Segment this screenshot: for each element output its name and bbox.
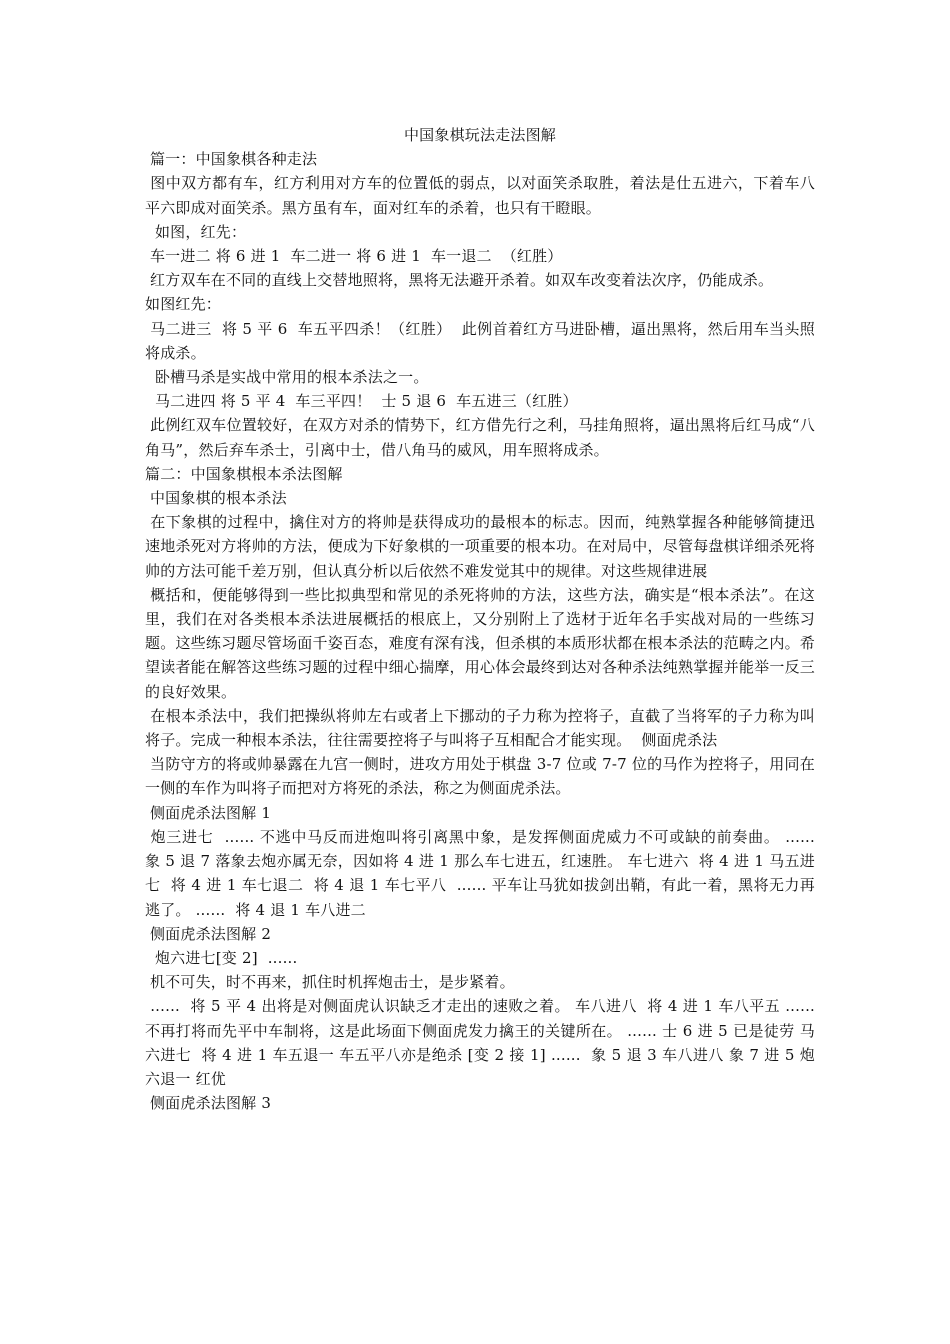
paragraph: 炮六进七[变 2] ......	[145, 948, 298, 967]
paragraph: 侧面虎杀法图解 2	[145, 924, 272, 943]
paragraph: 此例红双车位置较好，在双方对杀的情势下，红方借先行之利，马挂角照将，逼出黑将后红马成“八角马”，然后弃车杀士，引离中士，借八角马的威风，用车照将成杀。	[145, 416, 816, 459]
section-heading: 篇二：中国象棋根本杀法图解	[145, 464, 343, 483]
paragraph: 侧面虎杀法图解 3	[145, 1094, 272, 1113]
paragraph: 侧面虎杀法图解 1	[145, 803, 272, 822]
paragraph: 卧槽马杀是实战中常用的根本杀法之一。	[145, 368, 429, 387]
document-title: 中国象棋玩法走法图解	[403, 126, 556, 144]
paragraph: ...... 将 5 平 4 出将是对侧面虎认识缺乏才走出的速败之着。 车八进八 将 4 进 1 车八平五 ...... 不再打将而先平中车制将，这是此场面下侧面虎发力擒王的关键所在。 ...... 士 6 进 5 已是徒劳 马六进七 将 4 进 1 车五退一 车五平八亦是绝杀 [变 2 接 1] ...... 象 5 退 3 车八进八 象 7 进 5 炮六退一 红优	[145, 997, 820, 1088]
paragraph: 当防守方的将或帅暴露在九宫一侧时，进攻方用处于棋盘 3-7 位或 7-7 位的马作为控将子，用同在一侧的车作为叫将子而把对方将死的杀法，称之为侧面虎杀法。	[145, 755, 816, 798]
paragraph: 如图，红先：	[145, 222, 247, 241]
paragraph: 中国象棋的根本杀法	[145, 489, 287, 508]
paragraph: 篇一：中国象棋各种走法	[145, 150, 318, 169]
paragraph: 机不可失，时不再来，抓住时机挥炮击士，是步紧着。	[145, 973, 515, 992]
paragraph: 车一进二 将 6 进 1 车二进一 将 6 进 1 车一退二 （红胜）	[145, 247, 563, 266]
paragraph: 在根本杀法中，我们把操纵将帅左右或者上下挪动的子力称为控将子，直截了当将军的子力称为叫将子。完成一种根本杀法，往往需要控将子与叫将子互相配合才能实现。 侧面虎杀法	[145, 706, 815, 750]
paragraph: 红方双车在不同的直线上交替地照将，黑将无法避开杀着。如双车改变着法次序，仍能成杀。	[145, 271, 774, 290]
paragraph: 马二进三 将 5 平 6 车五平四杀！（红胜） 此例首着红方马进卧槽，逼出黑将，然后用车当头照将成杀。	[145, 319, 815, 362]
paragraph: 图中双方都有车，红方利用对方车的位置低的弱点，以对面笑杀取胜，着法是仕五进六，下着车八平六即成对面笑杀。黑方虽有车，面对红车的杀着，也只有干瞪眼。	[145, 174, 815, 217]
paragraph: 马二进四 将 5 平 4 车三平四！ 士 5 退 6 车五进三（红胜）	[145, 392, 578, 411]
paragraph: 炮三进七 ...... 不逃中马反而进炮叫将引离黑中象，是发挥侧面虎威力不可或缺的前奏曲。 ...... 象 5 退 7 落象去炮亦属无奈，因如将 4 进 1 那么车七进五，红速胜。 车七进六 将 4 进 1 马五进七 将 4 进 1 车七退二 将 4 退 1 车七平八 ...... 平车让马犹如拔剑出鞘，有此一着，黑将无力再逃了。 ...... 将 4 退 1 车八进二	[145, 827, 825, 919]
paragraph: 如图红先：	[145, 295, 222, 314]
paragraph: 在下象棋的过程中，擒住对方的将帅是获得成功的最根本的标志。因而，纯熟掌握各种能够简捷迅速地杀死对方将帅的方法，便成为下好象棋的一项重要的根本功。在对局中，尽管每盘棋详细杀死将帅的方法可能千差万别，但认真分析以后依然不难发觉其中的规律。对这些规律进展	[145, 513, 815, 580]
document-page	[145, 123, 825, 1115]
paragraph: 概括和，便能够得到一些比拟典型和常见的杀死将帅的方法，这些方法，确实是“根本杀法”。在这里，我们在对各类根本杀法进展概括的根底上，又分别附上了选材于近年名手实战对局的一些练习题。这些练习题尽管场面千姿百态，难度有深有浅，但杀棋的本质形状都在根本杀法的范畴之内。希望读者能在解答这些练习题的过程中细心揣摩，用心体会最终到达对各种杀法纯熟掌握并能举一反三的良好效果。	[145, 585, 815, 701]
